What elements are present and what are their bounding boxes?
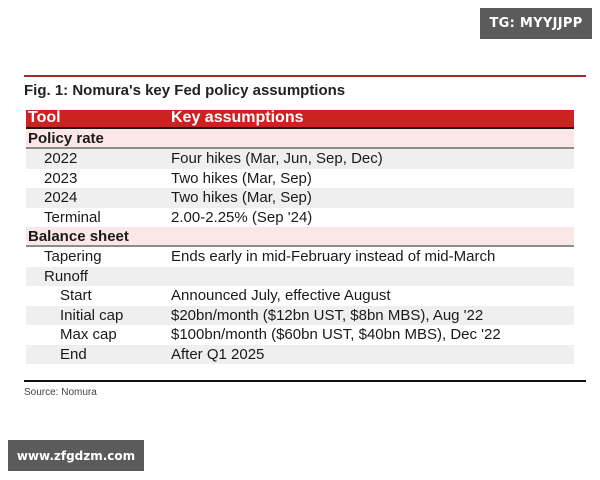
assumptions-table [26,110,574,364]
row-assumption: Announced July, effective August [171,287,391,304]
header-tool: Tool [28,109,61,126]
row-tool: 2022 [44,150,78,167]
row-tool: End [60,345,87,363]
row-assumption: $20bn/month ($12bn UST, $8bn MBS), Aug '22 [171,306,484,324]
row-tool: Max cap [60,326,117,343]
section-row-balance-sheet [26,227,574,247]
table-row [26,286,574,306]
source-note: Source: Nomura [24,387,97,398]
table-row [26,325,574,345]
figure-title: Fig. 1: Nomura's key Fed policy assumptions [24,82,346,99]
bottom-rule-divider [24,380,586,382]
table-row [26,306,574,326]
row-assumption: Two hikes (Mar, Sep) [171,189,312,206]
row-tool: Runoff [44,267,88,285]
table-row [26,267,574,287]
top-rule-divider [24,75,586,77]
row-assumption: Four hikes (Mar, Jun, Sep, Dec) [171,150,383,167]
table-row [26,169,574,189]
row-tool: Tapering [44,248,102,265]
row-tool: Terminal [44,208,101,226]
table-row [26,247,574,267]
header-key-assumptions: Key assumptions [171,109,304,126]
table-row [26,149,574,169]
row-assumption: After Q1 2025 [171,345,265,363]
row-tool: 2023 [44,169,78,187]
table-header [26,110,574,129]
table-row [26,208,574,228]
row-assumption: Two hikes (Mar, Sep) [171,169,312,187]
watermark-top-right: TG: MYYJJPP [480,8,592,39]
row-assumption: $100bn/month ($60bn UST, $40bn MBS), Dec '22 [171,326,501,343]
row-tool: Start [60,287,92,304]
table-row [26,345,574,365]
table-row [26,188,574,208]
section-label: Policy rate [28,130,104,147]
row-assumption: 2.00-2.25% (Sep '24) [171,208,313,226]
row-tool: 2024 [44,189,78,206]
section-label: Balance sheet [28,228,129,245]
watermark-bottom-left: www.zfgdzm.com [8,440,144,471]
row-tool: Initial cap [60,306,124,324]
section-row-policy-rate [26,129,574,149]
row-assumption: Ends early in mid-February instead of mid-March [171,248,496,265]
